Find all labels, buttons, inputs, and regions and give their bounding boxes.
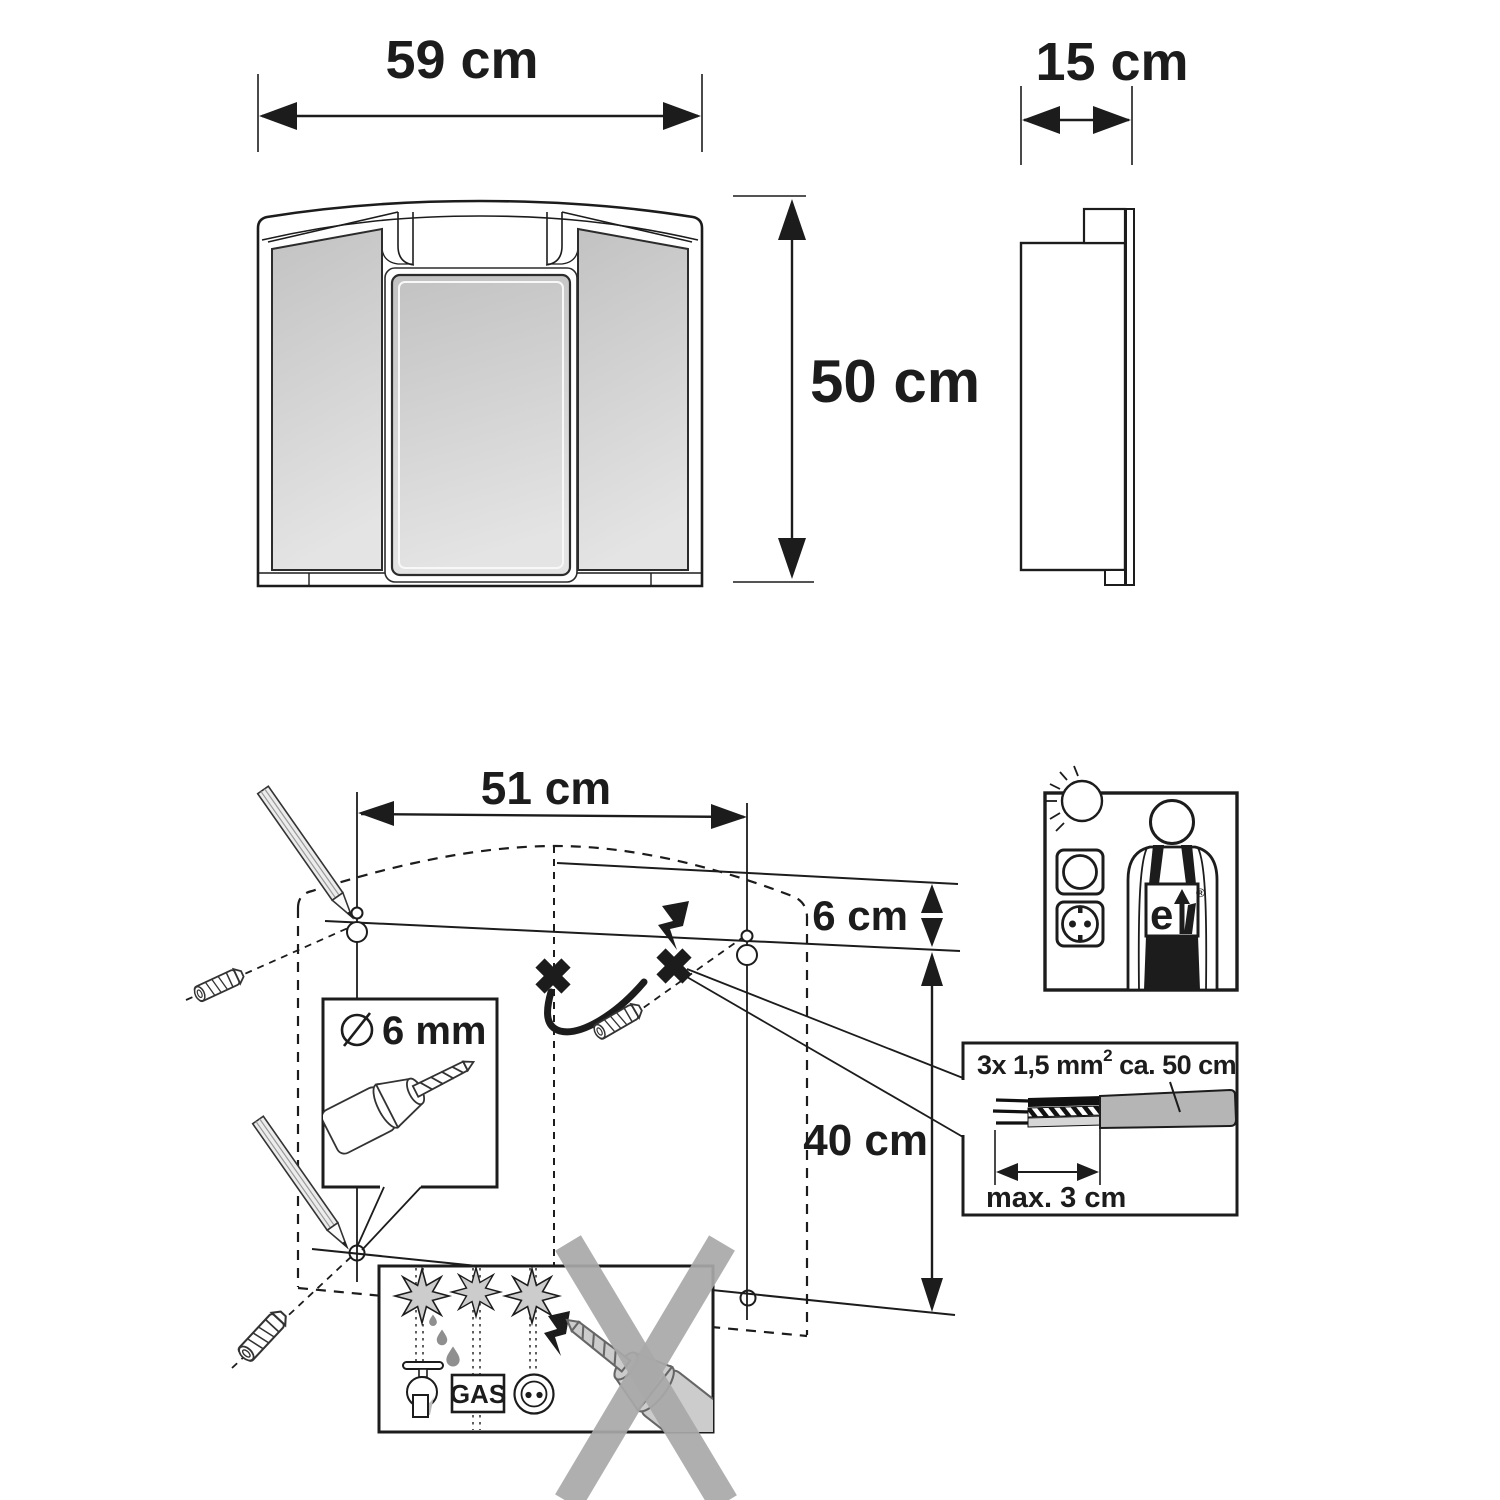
gas-label-box <box>450 1375 506 1412</box>
registered-mark: ® <box>1196 886 1205 900</box>
cable-offset-label: 6 cm <box>812 892 908 939</box>
logo-letter: e <box>1150 891 1174 938</box>
front-view <box>258 201 702 586</box>
spark-burst-icon <box>505 1269 559 1323</box>
side-door-panel <box>1126 209 1134 585</box>
lower-offset-label: 40 cm <box>803 1116 928 1165</box>
side-body <box>1021 243 1125 570</box>
spark-burst-icon <box>452 1268 501 1317</box>
spark-burst-icon <box>395 1269 449 1323</box>
side-bottom-tab <box>1105 570 1125 585</box>
width-dimension-label: 59 cm <box>385 30 539 90</box>
gas-label: GAS <box>449 1379 507 1409</box>
x-mark-left <box>540 963 566 989</box>
hole-spacing-label: 51 cm <box>480 762 612 814</box>
cable-spec-suffix: ca. 50 cm <box>1112 1050 1237 1080</box>
height-dimension-label: 50 cm <box>810 348 981 415</box>
power-socket-icon <box>1057 902 1103 946</box>
power-socket-icon <box>515 1375 554 1414</box>
x-mark-right <box>661 953 687 979</box>
side-top-tab <box>1084 209 1125 243</box>
cable-spec-prefix: 3x 1,5 mm <box>977 1050 1104 1080</box>
light-switch-icon <box>1057 850 1103 894</box>
depth-dimension-label: 15 cm <box>1035 32 1189 92</box>
drill-diameter-label: 6 mm <box>382 1009 487 1053</box>
cable-spec-superscript: 2 <box>1103 1046 1113 1065</box>
cable-sheath <box>1100 1090 1236 1128</box>
center-mirror-door <box>385 268 577 582</box>
strip-length-label: max. 3 cm <box>986 1182 1127 1214</box>
side-view <box>1021 209 1134 585</box>
electrician-box <box>1045 766 1237 990</box>
